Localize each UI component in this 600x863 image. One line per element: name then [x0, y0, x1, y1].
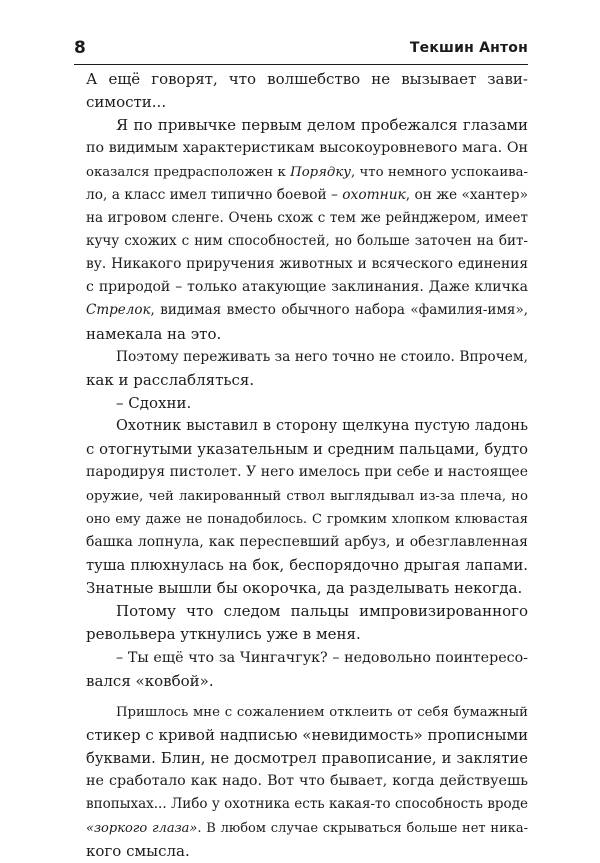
text-line: симости... — [86, 93, 167, 112]
text-line: буквами. Блин, не досмотрел правописание, и заклятие — [86, 750, 528, 768]
italic-term: «зоркого глаза» — [86, 820, 198, 836]
text-line: Охотник выставил в сторону щелкуна пустую ладонь — [116, 418, 528, 435]
italic-term: охотник — [342, 186, 406, 203]
text-line: оружие, чей лакированный ствол выглядывал из-за плеча, но — [86, 488, 528, 504]
text-line: вался «ковбой». — [86, 671, 214, 690]
page-header — [74, 36, 528, 62]
italic-term: Порядку — [290, 164, 351, 180]
text-line: ло, а класс имел типично боевой – охотник, он же «хантер» — [86, 186, 528, 203]
text-line: намекала на это. — [86, 324, 222, 343]
text-line: как и расслабляться. — [86, 370, 255, 389]
text-line: не сработало как надо. Вот что бывает, когда действуешь — [86, 773, 528, 790]
text-line: стикер с кривой надписью «невидимость» прописными — [86, 725, 529, 744]
text-line: ву. Никакого приручения животных и всяческого единения — [86, 256, 528, 273]
text-line: кого смысла. — [86, 841, 190, 860]
text-line: Стрелок, видимая вместо обычного набора «фамилия-имя», — [86, 302, 528, 319]
body-text — [86, 68, 528, 863]
text-line: впопыхах... Либо у охотника есть какая-то способность вроде — [86, 796, 528, 813]
text-line: туша плюхнулась на бок, беспорядочно дрыгая лапами. — [86, 556, 528, 574]
header-rule — [74, 64, 528, 65]
text-line: – Ты ещё что за Чингачгук? – недовольно поинтересо- — [116, 649, 528, 666]
text-line: револьвера уткнулись уже в меня. — [86, 625, 361, 644]
text-line: А ещё говорят, что волшебство не вызывает зави- — [86, 70, 528, 88]
text-line: оказался предрасположен к Порядку, что немного успокаива- — [86, 164, 528, 180]
text-line: с природой – только атакующие заклинания. Даже кличка — [86, 279, 528, 296]
text-line: Поэтому переживать за него точно не стоило. Впрочем, — [116, 348, 528, 365]
text-line: «зоркого глаза». В любом случае скрываться больше нет ника- — [86, 820, 528, 836]
text-line: Пришлось мне с сожалением отклеить от себя бумажный — [116, 704, 528, 720]
text-line: оно ему даже не понадобилось. С громким хлопком клювастая — [86, 511, 528, 527]
text-line: на игровом сленге. Очень схож с тем же рейнджером, имеет — [86, 209, 528, 226]
text-line: Потому что следом пальцы импровизированного — [116, 602, 528, 621]
italic-term: Стрелок — [86, 302, 151, 319]
text-line: кучу схожих с ним способностей, но больше заточен на бит- — [86, 232, 528, 249]
text-line: башка лопнула, как переспевший арбуз, и обезглавленная — [86, 533, 528, 550]
text-line: по видимым характеристикам высокоуровневого мага. Он — [86, 140, 528, 157]
text-line: Я по привычке первым делом пробежался глазами — [116, 116, 528, 135]
text-line: Знатные вышли бы окорочка, да разделывать некогда. — [86, 579, 523, 598]
text-line: пародируя пистолет. У него имелось при себе и настоящее — [86, 464, 528, 481]
running-title: Текшин Антон — [409, 40, 528, 56]
page-number: 8 — [74, 38, 86, 58]
text-line: – Сдохни. — [116, 393, 192, 412]
text-line: с отогнутыми указательным и средним пальцами, будто — [86, 441, 528, 459]
